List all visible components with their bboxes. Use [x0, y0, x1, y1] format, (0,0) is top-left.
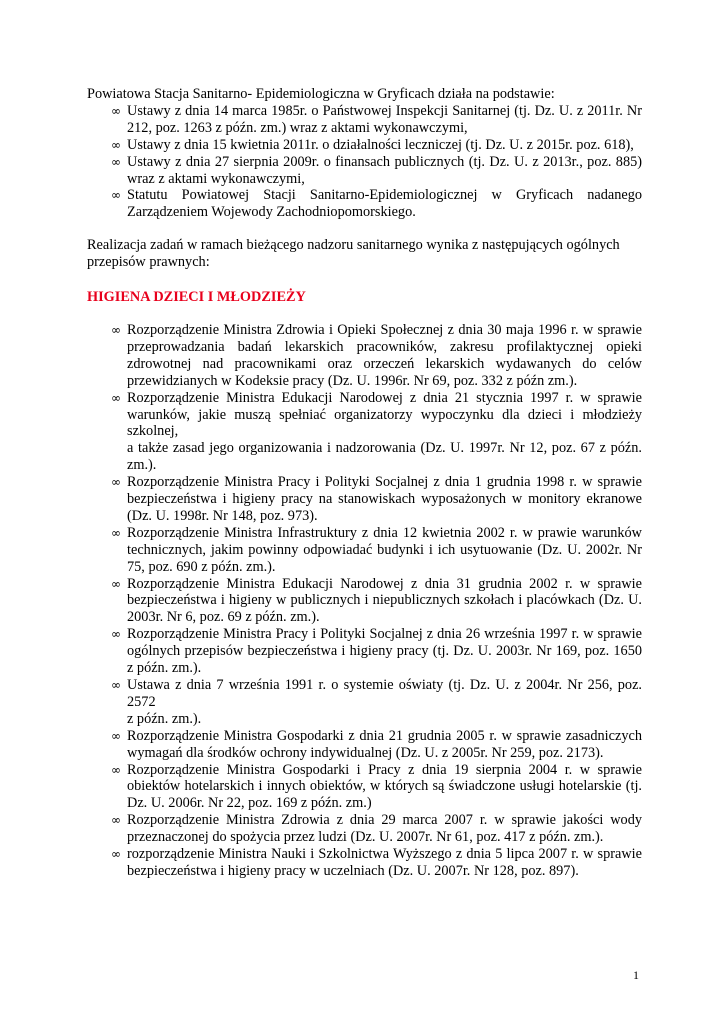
- list-item: [87, 390, 642, 475]
- bullet-icon: ∞: [111, 728, 121, 743]
- list-item-text: Statutu Powiatowej Stacji Sanitarno-Epidemiologicznej w Gryficach nadanego Zarządzeniem Wojewody Zachodniopomorskiego.: [127, 187, 642, 221]
- bullet-icon: ∞: [111, 576, 121, 591]
- bullet-icon: ∞: [111, 137, 121, 152]
- list-item: [87, 762, 642, 813]
- list-item-text: Ustawy z dnia 15 kwietnia 2011r. o działalności leczniczej (tj. Dz. U. z 2015r. poz. 618),: [127, 136, 634, 153]
- section-heading: HIGIENA DZIECI I MŁODZIEŻY: [87, 289, 306, 306]
- list-item-continuation: a także zasad jego organizowania i nadzorowania (Dz. U. 1997r. Nr 12, poz. 67 z późn. zm.).: [127, 440, 642, 474]
- list-item-text: Rozporządzenie Ministra Edukacji Narodowej z dnia 21 stycznia 1997 r. w sprawie warunków, jakie muszą spełniać organizatorzy wypoczynku dla dzieci i młodzieży szkolnej,: [127, 389, 642, 440]
- list-item-text: Rozporządzenie Ministra Infrastruktury z dnia 12 kwietnia 2002 r. w prawie warunków technicznych, jakim powinny odpowiadać budynki i ich usytuowanie (Dz. U. 2002r. Nr 75, poz. 690 z późn. zm.).: [127, 524, 642, 575]
- bullet-icon: ∞: [111, 154, 121, 169]
- bullet-icon: ∞: [111, 678, 121, 692]
- list-item: [87, 103, 642, 137]
- list-item-text: rozporządzenie Ministra Nauki i Szkolnictwa Wyższego z dnia 5 lipca 2007 r. w sprawie bezpieczeństwa i higieny pracy w uczelniach (Dz. U. 2007r. Nr 128, poz. 897).: [127, 846, 642, 879]
- list-item: [87, 576, 642, 627]
- list-item: [87, 525, 642, 576]
- list-item-text: Rozporządzenie Ministra Pracy i Polityki Socjalnej z dnia 26 września 1997 r. w sprawie ogólnych przepisów bezpieczeństwa i higieny pracy (tj. Dz. U. 2003r. Nr 169, poz. 1650 z późn. zm.).: [127, 626, 642, 677]
- list-item: [87, 154, 642, 188]
- legal-basis-list: [87, 103, 642, 221]
- list-item: [87, 626, 642, 677]
- list-item-text: Rozporządzenie Ministra Zdrowia z dnia 29 marca 2007 r. w sprawie jakości wody przeznaczonej do spożycia przez ludzi (Dz. U. 2007r. Nr 61, poz. 417 z późn. zm.).: [127, 812, 642, 846]
- bullet-icon: ∞: [111, 322, 121, 337]
- bullet-icon: ∞: [111, 188, 121, 203]
- document-page: [87, 86, 642, 880]
- list-item: [87, 322, 642, 390]
- regulations-list: [87, 322, 642, 880]
- bullet-icon: ∞: [111, 525, 121, 540]
- list-item: [87, 846, 642, 880]
- list-item: [87, 137, 642, 154]
- list-item-text: Rozporządzenie Ministra Gospodarki z dnia 21 grudnia 2005 r. w sprawie zasadniczych wymagań dla środków ochrony indywidualnej (Dz. U. z 2005r. Nr 259, poz. 2173).: [127, 727, 642, 761]
- bullet-icon: ∞: [111, 813, 121, 828]
- list-item: [87, 728, 642, 762]
- bullet-icon: ∞: [111, 390, 121, 405]
- bullet-icon: ∞: [111, 627, 121, 642]
- list-item: [87, 187, 642, 221]
- list-item: [87, 812, 642, 846]
- list-item-text: Ustawa z dnia 7 września 1991 r. o systemie oświaty (tj. Dz. U. z 2004r. Nr 256, poz. 2572: [127, 677, 642, 710]
- page-number: 1: [633, 968, 639, 982]
- list-item-text: Rozporządzenie Ministra Edukacji Narodowej z dnia 31 grudnia 2002 r. w sprawie bezpieczeństwa i higieny w publicznych i niepublicznych szkołach i placówkach (Dz. U. 2003r. Nr 6, poz. 69 z późn. zm.).: [127, 575, 642, 626]
- intro-paragraph: Powiatowa Stacja Sanitarno- Epidemiologiczna w Gryficach działa na podstawie:: [87, 86, 555, 102]
- bullet-icon: ∞: [111, 475, 121, 490]
- bullet-icon: ∞: [111, 847, 121, 862]
- list-item: [87, 677, 642, 728]
- list-item-text: Ustawy z dnia 14 marca 1985r. o Państwowej Inspekcji Sanitarnej (tj. Dz. U. z 2011r. Nr 212, poz. 1263 z późn. zm.) wraz z aktami wykonawczymi,: [127, 102, 642, 136]
- bullet-icon: ∞: [111, 762, 121, 777]
- regulations-intro-paragraph: Realizacja zadań w ramach bieżącego nadzoru sanitarnego wynika z następujących ogólnych przepisów prawnych:: [87, 237, 620, 271]
- list-item-text: Rozporządzenie Ministra Pracy i Polityki Socjalnej z dnia 1 grudnia 1998 r. w sprawie bezpieczeństwa i higieny pracy na stanowiskach wyposażonych w monitory ekranowe (Dz. U. 1998r. Nr 148, poz. 973).: [127, 474, 642, 524]
- list-item-text: Rozporządzenie Ministra Zdrowia i Opieki Społecznej z dnia 30 maja 1996 r. w sprawie przeprowadzania badań lekarskich pracowników, zakresu profilaktycznej opieki zdrowotnej nad pracownikami oraz orzeczeń lekarskich wydawanych do celów przewidzianych w Kodeksie pracy (Dz. U. 1996r. Nr 69, poz. 332 z późn zm.).: [127, 321, 642, 389]
- list-item-text: Ustawy z dnia 27 sierpnia 2009r. o finansach publicznych (tj. Dz. U. z 2013r., poz. 885) wraz z aktami wykonawczymi,: [127, 153, 642, 187]
- bullet-icon: ∞: [111, 103, 121, 118]
- list-item-continuation: z późn. zm.).: [127, 710, 202, 727]
- list-item-text: Rozporządzenie Ministra Gospodarki i Pracy z dnia 19 sierpnia 2004 r. w sprawie obiektów hotelarskich i innych obiektów, w których są świadczone usługi hotelarskie (tj. Dz. U. 2006r. Nr 22, poz. 169 z późn. zm.): [127, 761, 642, 812]
- list-item: [87, 474, 642, 525]
